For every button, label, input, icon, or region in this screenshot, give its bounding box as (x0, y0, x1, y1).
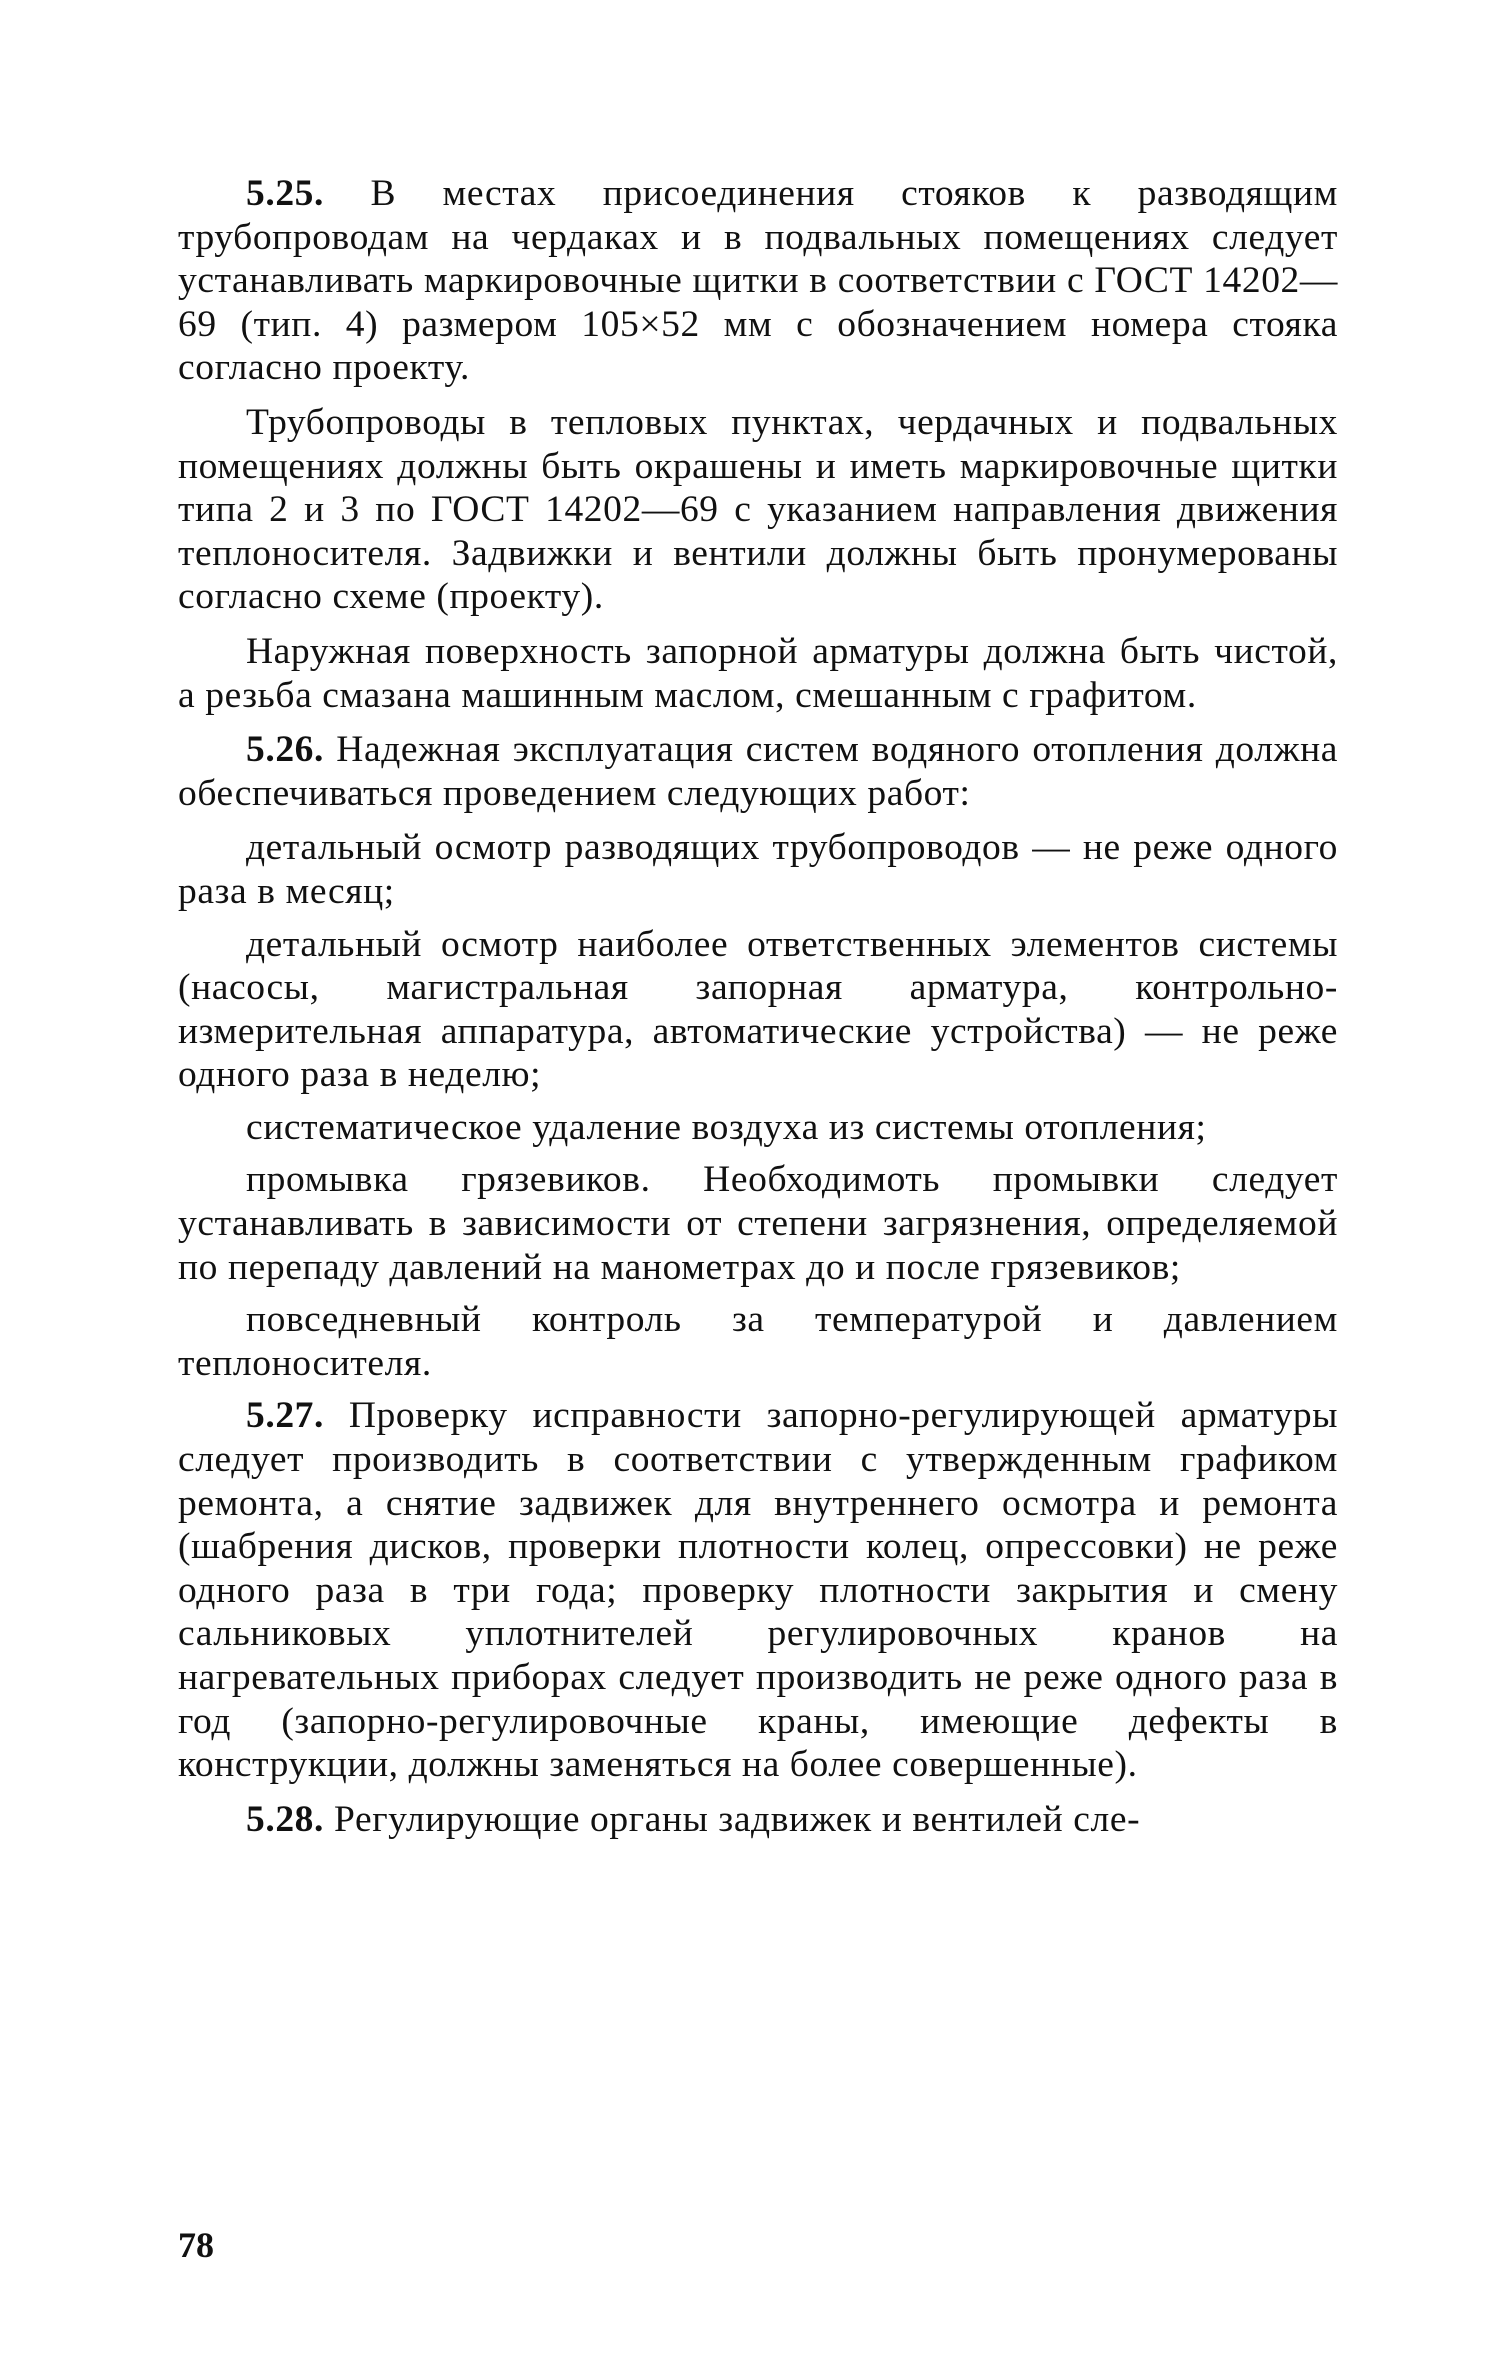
section-number: 5.27. (246, 1395, 324, 1437)
paragraph-pipelines-marking (178, 401, 1338, 619)
paragraph-5-26 (178, 728, 1338, 815)
list-item (178, 1298, 1338, 1385)
list-item-text: детальный осмотр наиболее ответственных элементов системы (насосы, магистральная запорная арматура, контрольно-измерительная аппаратура, автоматические устройства) — не реже одного раза в неделю; (178, 923, 1338, 1096)
paragraph-text: Наружная поверхность запорной арматуры должна быть чистой, а резьба смазана машинным маслом, смешанным с графитом. (178, 630, 1338, 716)
list-item (178, 1158, 1338, 1289)
section-number: 5.26. (246, 729, 324, 771)
list-item-text: повседневный контроль за температурой и давлением теплоносителя. (178, 1299, 1338, 1384)
list-item (178, 826, 1338, 913)
paragraph-valve-surface (178, 630, 1338, 717)
list-item-text: детальный осмотр разводящих трубопроводов — не реже одного раза в месяц; (178, 827, 1338, 912)
page-number: 78 (178, 2225, 214, 2265)
list-item-text: промывка грязевиков. Необходимоть промывки следует устанавливать в зависимости от степени загрязнения, определяемой по перепаду давлений на манометрах до и после грязевиков; (178, 1159, 1338, 1288)
body-text (178, 172, 1338, 1852)
list-item (178, 1106, 1338, 1150)
paragraph-5-28 (178, 1798, 1338, 1842)
section-number: 5.25. (246, 173, 324, 214)
paragraph-text: Регулирующие органы задвижек и вентилей сле- (333, 1798, 1141, 1840)
section-number: 5.28. (246, 1798, 324, 1840)
paragraph-text: Проверку исправности запорно-регулирующей арматуры следует производить в соответствии с утвержденным графиком ремонта, а снятие задвижек для внутреннего осмотра и ремонта (шабрения дисков, проверки плотности колец, опрессовки) не реже одного раза в три года; проверку плотности закрытия и смену сальниковых уплотнителей регулировочных кранов на нагревательных приборах следует производить не реже одного раза в год (запорно-регулировочные краны, имеющие дефекты в конструкции, должны заменяться на более совершенные). (178, 1395, 1338, 1786)
paragraph-text: В местах присоединения стояков к разводящим трубопроводам на чердаках и в подвальных помещениях следует устанавливать маркировочные щитки в соответствии с ГОСТ 14202—69 (тип. 4) размером 105×52 мм с обозначением номера стояка согласно проекту. (178, 173, 1338, 389)
paragraph-text: Надежная эксплуатация систем водяного отопления должна обеспечиваться проведением следующих работ: (178, 729, 1339, 814)
paragraph-5-25 (178, 172, 1338, 390)
list-item-text: систематическое удаление воздуха из системы отопления; (246, 1106, 1207, 1148)
paragraph-5-27 (178, 1394, 1338, 1786)
list-item (178, 923, 1338, 1097)
paragraph-text: Трубопроводы в тепловых пунктах, чердачных и подвальных помещениях должны быть окрашены и иметь маркировочные щитки типа 2 и 3 по ГОСТ 14202—69 с указанием направления движения теплоносителя. Задвижки и вентили должны быть пронумерованы согласно схеме (проекту). (178, 401, 1338, 618)
